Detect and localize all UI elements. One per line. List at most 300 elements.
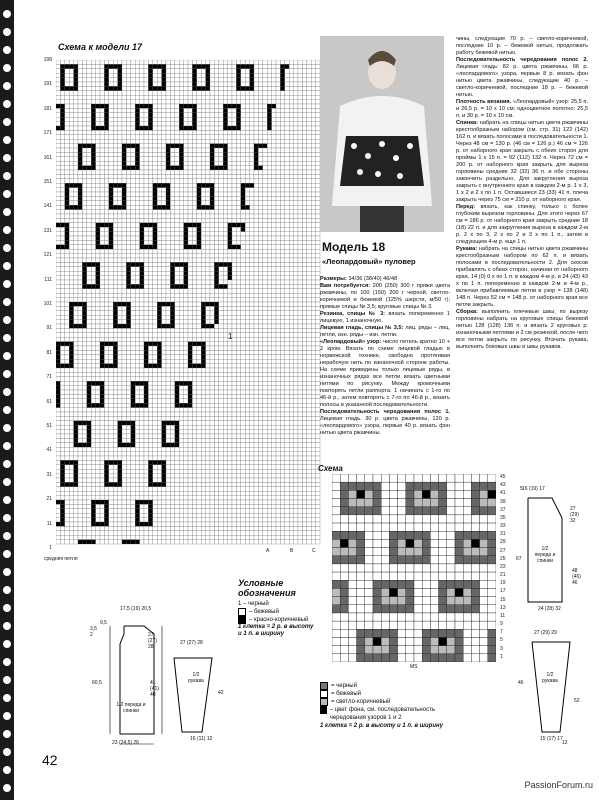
chart-cell: [188, 284, 192, 288]
chart-cell: [285, 130, 289, 134]
chart-cell: [263, 122, 267, 126]
chart-cell: [179, 166, 183, 170]
chart-cell: [258, 126, 262, 130]
chart-cell: [170, 205, 174, 209]
chart-cell: [87, 381, 91, 385]
chart-cell: [250, 254, 254, 258]
chart-cell: [197, 412, 201, 416]
chart-cell: [214, 306, 218, 310]
chart-cell: [184, 293, 188, 297]
chart-cell: [126, 218, 130, 222]
chart-cell: [276, 91, 280, 95]
chart-cell: [60, 399, 64, 403]
chart-cell: [140, 394, 144, 398]
chart-cell: [285, 152, 289, 156]
chart-cell: [294, 337, 298, 341]
chart-cell: [289, 104, 293, 108]
chart-cell: [254, 223, 258, 227]
chart-cell: [267, 342, 271, 346]
chart-cell: [74, 355, 78, 359]
chart-cell: [91, 249, 95, 253]
chart-cell: [245, 262, 249, 266]
chart-cell: [245, 166, 249, 170]
chart-cell: [228, 183, 232, 187]
chart-cell: [250, 78, 254, 82]
chart-cell: [236, 170, 240, 174]
chart-cell: [179, 284, 183, 288]
chart-cell: [179, 183, 183, 187]
chart-cell: [267, 311, 271, 315]
chart-cell: [223, 152, 227, 156]
chart-cell: [162, 161, 166, 165]
chart-cell: [153, 390, 157, 394]
chart-cell: [250, 157, 254, 161]
chart-cell: [289, 126, 293, 130]
chart-cell: [272, 104, 276, 108]
chart-cell: [65, 236, 69, 240]
chart-cell: [82, 170, 86, 174]
chart-cell: [184, 196, 188, 200]
chart-cell: [65, 188, 69, 192]
chart-cell: [245, 214, 249, 218]
chart-cell: [109, 289, 113, 293]
binding-hole: [3, 784, 11, 792]
chart-cell: [60, 210, 64, 214]
chart-cell: [179, 104, 183, 108]
chart-cell: [219, 302, 223, 306]
chart-cell: [91, 82, 95, 86]
chart-cell: [285, 315, 289, 319]
chart-cell: [219, 311, 223, 315]
chart-cell: [250, 100, 254, 104]
chart-cell: [197, 227, 201, 231]
chart-cell: [74, 210, 78, 214]
chart-cell: [135, 232, 139, 236]
chart-cell: [289, 117, 293, 121]
chart-cell: [126, 161, 130, 165]
chart-cell: [276, 249, 280, 253]
chart-cell: [206, 262, 210, 266]
chart-cell: [197, 157, 201, 161]
chart-cell: [214, 240, 218, 244]
chart-cell: [258, 315, 262, 319]
chart-cell: [118, 399, 122, 403]
chart-cell: [144, 227, 148, 231]
chart-cell: [223, 126, 227, 130]
chart-cell: [60, 148, 64, 152]
chart-cell: [65, 113, 69, 117]
chart-cell: [135, 346, 139, 350]
chart-cell: [285, 214, 289, 218]
chart-cell: [78, 302, 82, 306]
chart-cell: [219, 276, 223, 280]
chart-cell: [82, 227, 86, 231]
chart-cell: [210, 86, 214, 90]
chart-cell: [162, 372, 166, 376]
chart-cell: [263, 249, 267, 253]
chart-cell: [188, 337, 192, 341]
chart-cell: [232, 258, 236, 262]
chart-cell: [263, 108, 267, 112]
chart-cell: [122, 201, 126, 205]
chart-cell: [135, 152, 139, 156]
chart-cell: [258, 223, 262, 227]
chart-cell: [56, 210, 60, 214]
chart-cell: [113, 324, 117, 328]
chart-cell: [131, 95, 135, 99]
chart-cell: [126, 381, 130, 385]
chart-cell: [201, 166, 205, 170]
chart-cell: [157, 240, 161, 244]
chart-cell: [113, 333, 117, 337]
chart-cell: [280, 311, 284, 315]
chart-cell: [201, 412, 205, 416]
chart-cell: [184, 91, 188, 95]
chart-cell: [118, 91, 122, 95]
chart-cell: [206, 95, 210, 99]
chart-cell: [175, 144, 179, 148]
chart-cell: [201, 183, 205, 187]
chart-cell: [175, 324, 179, 328]
chart-cell: [113, 113, 117, 117]
chart-cell: [175, 280, 179, 284]
chart-cell: [118, 100, 122, 104]
chart-cell: [153, 350, 157, 354]
chart-cell: [298, 381, 302, 385]
chart-cell: [157, 306, 161, 310]
chart-cell: [214, 333, 218, 337]
chart-cell: [214, 399, 218, 403]
chart-cell: [188, 416, 192, 420]
chart-cell: [144, 298, 148, 302]
chart-cell: [166, 416, 170, 420]
chart-cell: [188, 333, 192, 337]
chart-cell: [175, 236, 179, 240]
chart-cell: [126, 170, 130, 174]
chart-cell: [280, 267, 284, 271]
chart-cell: [87, 148, 91, 152]
chart-cell: [245, 337, 249, 341]
chart-cell: [131, 412, 135, 416]
chart-cell: [228, 249, 232, 253]
chart-cell: [197, 152, 201, 156]
chart-cell: [201, 381, 205, 385]
chart-cell: [280, 245, 284, 249]
chart-cell: [289, 258, 293, 262]
chart-cell: [280, 174, 284, 178]
chart-cell: [170, 368, 174, 372]
chart-cell: [170, 240, 174, 244]
chart-cell: [78, 95, 82, 99]
chart-cell: [78, 188, 82, 192]
chart-cell: [294, 346, 298, 350]
chart-cell: [104, 240, 108, 244]
chart-cell: [267, 210, 271, 214]
chart-cell: [166, 192, 170, 196]
chart-cell: [307, 210, 311, 214]
chart-cell: [104, 254, 108, 258]
chart-cell: [280, 64, 284, 68]
chart-cell: [192, 188, 196, 192]
chart-cell: [82, 188, 86, 192]
chart-cell: [280, 403, 284, 407]
chart-cell: [135, 218, 139, 222]
chart-cell: [148, 100, 152, 104]
chart-cell: [153, 236, 157, 240]
chart-cell: [192, 148, 196, 152]
chart-cell: [206, 381, 210, 385]
chart-cell: [140, 320, 144, 324]
chart-cell: [188, 236, 192, 240]
chart-cell: [100, 192, 104, 196]
chart-cell: [298, 113, 302, 117]
chart-cell: [166, 135, 170, 139]
chart-cell: [170, 394, 174, 398]
chart-cell: [157, 95, 161, 99]
chart-cell: [135, 95, 139, 99]
chart-cell: [60, 320, 64, 324]
chart-cell: [276, 210, 280, 214]
chart-cell: [294, 240, 298, 244]
chart-cell: [162, 394, 166, 398]
chart-cell: [109, 117, 113, 121]
chart-cell: [214, 236, 218, 240]
chart-cell: [223, 86, 227, 90]
chart-cell: [179, 139, 183, 143]
chart-cell: [131, 157, 135, 161]
chart-cell: [228, 60, 232, 64]
chart-cell: [232, 262, 236, 266]
chart-cell: [267, 82, 271, 86]
chart-cell: [228, 284, 232, 288]
chart-cell: [302, 280, 306, 284]
chart-cell: [170, 148, 174, 152]
chart-cell: [294, 359, 298, 363]
chart-cell: [170, 152, 174, 156]
chart-cell: [267, 236, 271, 240]
chart-cell: [74, 148, 78, 152]
chart-cell: [219, 293, 223, 297]
chart-cell: [144, 271, 148, 275]
chart-cell: [285, 390, 289, 394]
chart-cell: [148, 144, 152, 148]
chart-cell: [144, 152, 148, 156]
chart-cell: [236, 108, 240, 112]
chart-cell: [69, 157, 73, 161]
chart-cell: [122, 157, 126, 161]
chart-cell: [60, 100, 64, 104]
chart-cell: [131, 408, 135, 412]
chart-cell: [87, 258, 91, 262]
chart-cell: [87, 333, 91, 337]
chart-cell: [87, 364, 91, 368]
chart-cell: [276, 135, 280, 139]
chart-cell: [280, 381, 284, 385]
chart-cell: [197, 381, 201, 385]
chart-cell: [69, 104, 73, 108]
chart-cell: [307, 166, 311, 170]
chart-cell: [223, 113, 227, 117]
chart-cell: [91, 86, 95, 90]
chart-cell: [307, 394, 311, 398]
chart-cell: [276, 289, 280, 293]
chart-cell: [307, 262, 311, 266]
chart-cell: [56, 113, 60, 117]
chart-cell: [214, 227, 218, 231]
chart-cell: [113, 346, 117, 350]
chart-cell: [241, 249, 245, 253]
chart-cell: [74, 240, 78, 244]
chart-cell: [78, 227, 82, 231]
chart-cell: [100, 214, 104, 218]
chart-cell: [122, 73, 126, 77]
chart-cell: [272, 403, 276, 407]
chart-cell: [82, 368, 86, 372]
chart-cell: [91, 139, 95, 143]
chart-cell: [118, 302, 122, 306]
chart-cell: [307, 346, 311, 350]
chart-cell: [197, 170, 201, 174]
chart-cell: [254, 126, 258, 130]
chart-cell: [276, 201, 280, 205]
chart-cell: [131, 236, 135, 240]
chart-cell: [289, 69, 293, 73]
chart-cell: [223, 315, 227, 319]
chart-cell: [126, 284, 130, 288]
chart-cell: [69, 254, 73, 258]
chart-cell: [126, 192, 130, 196]
chart-cell: [135, 82, 139, 86]
chart-cell: [170, 95, 174, 99]
chart-cell: [232, 267, 236, 271]
chart-cell: [69, 183, 73, 187]
chart-cell: [302, 122, 306, 126]
chart-cell: [104, 302, 108, 306]
chart-cell: [113, 320, 117, 324]
chart-cell: [201, 69, 205, 73]
chart-cell: [184, 188, 188, 192]
chart-cell: [100, 174, 104, 178]
chart-cell: [254, 337, 258, 341]
chart-cell: [78, 100, 82, 104]
chart-cell: [302, 117, 306, 121]
chart-cell: [272, 192, 276, 196]
chart-cell: [166, 298, 170, 302]
chart-cell: [267, 130, 271, 134]
chart-cell: [263, 144, 267, 148]
chart-cell: [232, 214, 236, 218]
chart-cell: [294, 157, 298, 161]
chart-cell: [184, 73, 188, 77]
chart-cell: [289, 298, 293, 302]
chart-cell: [162, 170, 166, 174]
chart-cell: [285, 135, 289, 139]
chart-cell: [60, 298, 64, 302]
chart-cell: [113, 399, 117, 403]
chart-cell: [223, 236, 227, 240]
chart-cell: [232, 144, 236, 148]
chart-cell: [122, 126, 126, 130]
chart-cell: [245, 276, 249, 280]
chart-cell: [210, 390, 214, 394]
chart-cell: [201, 328, 205, 332]
chart-cell: [285, 174, 289, 178]
chart-cell: [192, 126, 196, 130]
chart-cell: [294, 227, 298, 231]
chart-cell: [219, 394, 223, 398]
chart-cell: [267, 271, 271, 275]
chart-cell: [311, 201, 315, 205]
chart-cell: [109, 399, 113, 403]
chart-cell: [285, 342, 289, 346]
chart-cell: [210, 214, 214, 218]
chart-cell: [78, 245, 82, 249]
chart-cell: [153, 306, 157, 310]
chart-cell: [258, 179, 262, 183]
chart-cell: [285, 276, 289, 280]
chart-cell: [201, 249, 205, 253]
chart-cell: [267, 377, 271, 381]
chart-cell: [157, 302, 161, 306]
chart-cell: [179, 64, 183, 68]
chart-cell: [298, 161, 302, 165]
chart-cell: [118, 298, 122, 302]
chart-cell: [74, 179, 78, 183]
chart-cell: [166, 100, 170, 104]
chart-cell: [254, 284, 258, 288]
chart-cell: [197, 346, 201, 350]
chart-cell: [104, 368, 108, 372]
chart-cell: [245, 108, 249, 112]
chart-cell: [302, 73, 306, 77]
chart-cell: [289, 245, 293, 249]
chart-cell: [236, 218, 240, 222]
chart-cell: [113, 372, 117, 376]
chart-cell: [298, 232, 302, 236]
chart-cell: [302, 104, 306, 108]
chart-cell: [122, 258, 126, 262]
chart-cell: [87, 210, 91, 214]
chart-cell: [135, 113, 139, 117]
chart-cell: [65, 60, 69, 64]
binding-hole: [3, 226, 11, 234]
chart-cell: [157, 108, 161, 112]
chart-cell: [289, 218, 293, 222]
chart-cell: [69, 240, 73, 244]
chart-cell: [232, 394, 236, 398]
chart-cell: [126, 364, 130, 368]
chart-cell: [82, 394, 86, 398]
chart-cell: [241, 289, 245, 293]
chart-cell: [289, 240, 293, 244]
chart-cell: [153, 183, 157, 187]
chart-cell: [148, 403, 152, 407]
chart-cell: [206, 130, 210, 134]
chart-cell: [109, 328, 113, 332]
chart-cell: [148, 196, 152, 200]
chart-cell: [82, 342, 86, 346]
chart-cell: [258, 214, 262, 218]
chart-cell: [78, 82, 82, 86]
chart-cell: [184, 100, 188, 104]
chart-cell: [258, 166, 262, 170]
chart-cell: [96, 342, 100, 346]
chart-cell: [153, 64, 157, 68]
chart-cell: [140, 386, 144, 390]
chart-cell: [201, 416, 205, 420]
chart-cell: [162, 144, 166, 148]
chart-cell: [192, 201, 196, 205]
